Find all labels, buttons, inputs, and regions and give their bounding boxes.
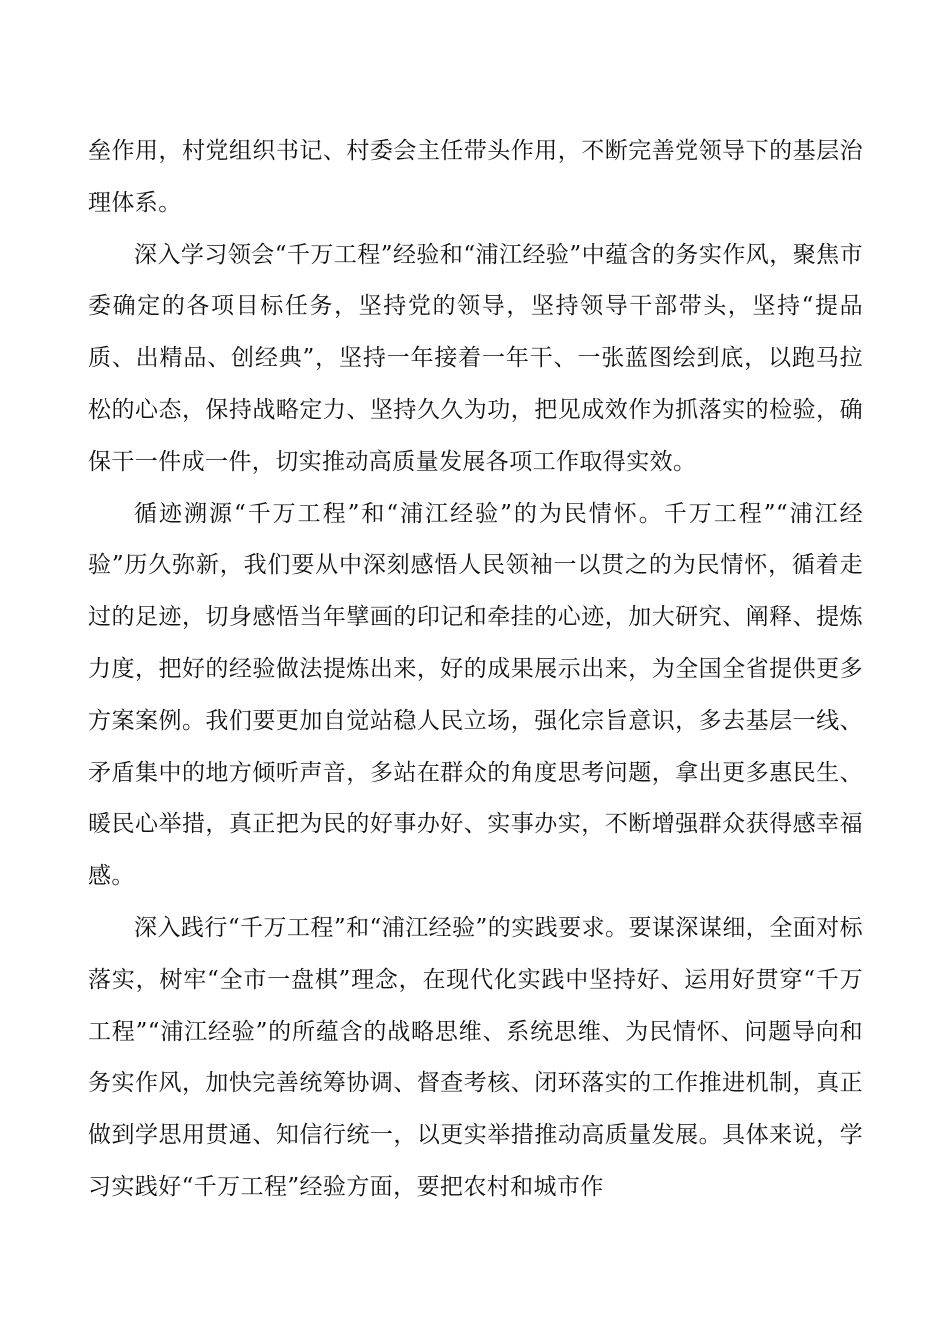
paragraph-practice-requirements: 深入践行“千万工程”和“浦江经验”的实践要求。要谋深谋细，全面对标落实，树牢“全市一盘棋”理念，在现代化实践中坚持好、运用好贯穿“千万工程”“浦江经验”的所蕴含的战略思维、系统思维、为民情怀、问题导向和务实作风，加快完善统筹协调、督查考核、闭环落实的工作推进机制，真正做到学思用贯通、知信行统一，以更实举措推动高质量发展。具体来说，学习实践好“千万工程”经验方面，要把农村和城市作 — [88, 914, 863, 1200]
paragraph-practical-style: 深入学习领会“千万工程”经验和“浦江经验”中蕴含的务实作风，聚焦市委确定的各项目标任务，坚持党的领导，坚持领导干部带头，坚持“提品质、出精品、创经典”，坚持一年接着一年干、一张蓝图绘到底，以跑马拉松的心态，保持战略定力、坚持久久为功，把见成效作为抓落实的检验，确保干一件成一件，切实推动高质量发展各项工作取得实效。 — [88, 241, 863, 475]
paragraph-continuation: 垒作用，村党组织书记、村委会主任带头作用，不断完善党领导下的基层治理体系。 — [88, 138, 863, 216]
paragraph-people-sentiment: 循迹溯源“千万工程”和“浦江经验”的为民情怀。千万工程”“浦江经验”历久弥新，我们要从中深刻感悟人民领袖一以贯之的为民情怀，循着走过的足迹，切身感悟当年擘画的印记和牵挂的心迹，加大研究、阐释、提炼力度，把好的经验做法提炼出来，好的成果展示出来，为全国全省提供更多方案案例。我们要更加自觉站稳人民立场，强化宗旨意识，多去基层一线、矛盾集中的地方倾听声音，多站在群众的角度思考问题，拿出更多惠民生、暖民心举措，真正把为民的好事办好、实事办实，不断增强群众获得感幸福感。 — [88, 500, 863, 890]
document-body — [88, 126, 863, 1214]
